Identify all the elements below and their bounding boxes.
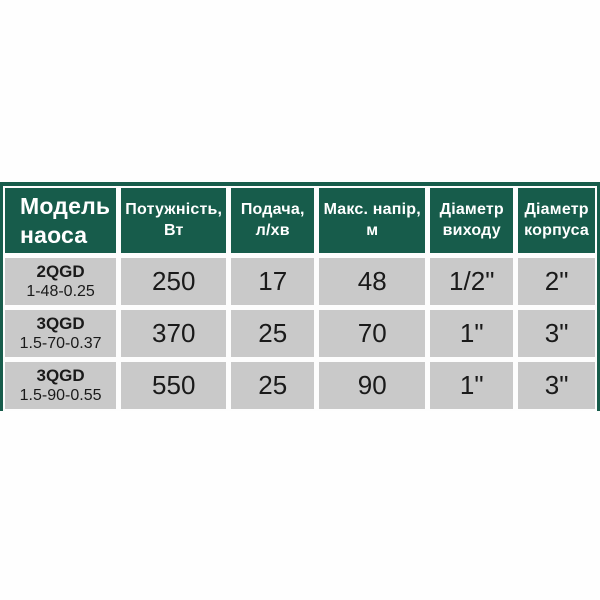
cell-model-row1	[5, 258, 116, 305]
header-head-line1: Макс. напір,	[323, 200, 421, 218]
cell-flow-row1: 17	[231, 258, 314, 305]
cell-flow-row3: 25	[231, 362, 314, 409]
cell-body-row2: 3"	[518, 310, 595, 357]
model-name: 3QGD	[36, 313, 85, 333]
cell-body-row1: 2"	[518, 258, 595, 305]
header-model-line2: наоса	[20, 221, 88, 248]
header-cell-flow	[231, 188, 314, 253]
cell-flow-row2: 25	[231, 310, 314, 357]
cell-head-row1: 48	[319, 258, 425, 305]
header-cell-outlet	[430, 188, 513, 253]
cell-outlet-row2: 1"	[430, 310, 513, 357]
cell-head-row3: 90	[319, 362, 425, 409]
header-body-line1: Діаметр	[524, 200, 589, 218]
cell-outlet-row3: 1"	[430, 362, 513, 409]
cell-head-row2: 70	[319, 310, 425, 357]
cell-outlet-row1: 1/2"	[430, 258, 513, 305]
cell-body-row3: 3"	[518, 362, 595, 409]
model-code: 1-48-0.25	[26, 283, 95, 301]
header-outlet-line2: виходу	[442, 221, 501, 239]
model-code: 1.5-70-0.37	[19, 335, 102, 353]
header-power-line2: Вт	[163, 221, 184, 239]
header-model-line1: Модель	[20, 192, 111, 219]
header-body-line2: корпуса	[524, 221, 590, 239]
header-cell-power	[121, 188, 226, 253]
model-code: 1.5-90-0.55	[19, 387, 102, 405]
cell-power-row3: 550	[121, 362, 226, 409]
header-power-line1: Потужність,	[125, 200, 223, 218]
header-head-line2: м	[366, 221, 379, 239]
spec-table-band	[0, 182, 600, 411]
cell-model-row2	[5, 310, 116, 357]
header-flow-line2: л/хв	[255, 221, 290, 239]
spec-table	[3, 186, 597, 411]
spec-table-grid	[5, 188, 595, 409]
header-outlet-line1: Діаметр	[439, 200, 504, 218]
cell-power-row2: 370	[121, 310, 226, 357]
cell-power-row1: 250	[121, 258, 226, 305]
header-flow-line1: Подача,	[240, 200, 305, 218]
model-name: 3QGD	[36, 365, 85, 385]
header-cell-head	[319, 188, 425, 253]
header-cell-model	[5, 188, 116, 253]
header-cell-body	[518, 188, 595, 253]
model-name: 2QGD	[36, 261, 85, 281]
cell-model-row3	[5, 362, 116, 409]
